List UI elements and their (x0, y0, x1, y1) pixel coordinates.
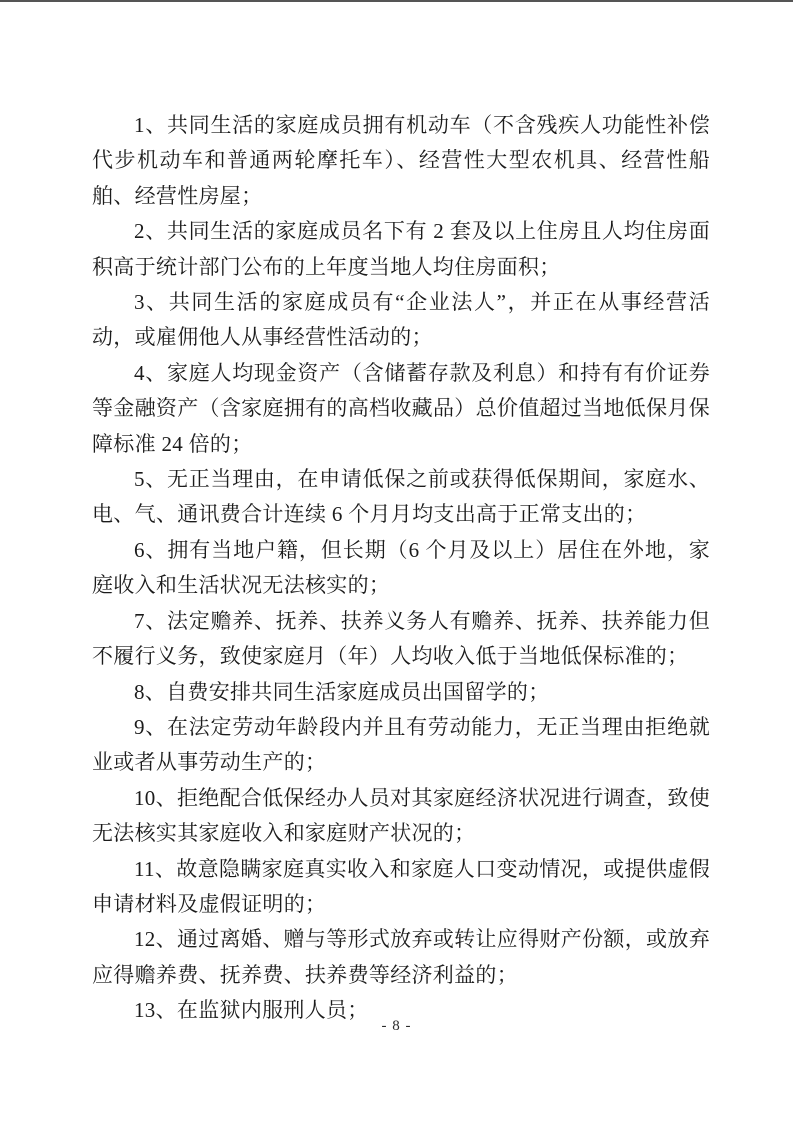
list-item-7: 7、法定赡养、抚养、扶养义务人有赡养、抚养、扶养能力但不履行义务，致使家庭月（年）人均收入低于当地低保标准的； (92, 608, 710, 669)
list-item-8: 8、自费安排共同生活家庭成员出国留学的； (134, 679, 550, 704)
list-item-10: 10、拒绝配合低保经办人员对其家庭经济状况进行调查，致使无法核实其家庭收入和家庭财产状况的； (92, 785, 710, 846)
document-body (92, 108, 710, 1029)
page-number: - 8 - (381, 1018, 412, 1034)
list-item-9: 9、在法定劳动年龄段内并且有劳动能力，无正当理由拒绝就业或者从事劳动生产的； (92, 714, 710, 775)
list-item-2: 2、共同生活的家庭成员名下有 2 套及以上住房且人均住房面积高于统计部门公布的上年度当地人均住房面积； (92, 219, 710, 279)
list-item-4: 4、家庭人均现金资产（含储蓄存款及利息）和持有有价证券等金融资产（含家庭拥有的高档收藏品）总价值超过当地低保月保障标准 24 倍的； (92, 360, 710, 456)
list-item-5: 5、无正当理由，在申请低保之前或获得低保期间，家庭水、电、气、通讯费合计连续 6 个月月均支出高于正常支出的； (92, 467, 710, 527)
list-item-6: 6、拥有当地户籍，但长期（6 个月及以上）居住在外地，家庭收入和生活状况无法核实的； (92, 537, 710, 598)
list-item-1: 1、共同生活的家庭成员拥有机动车（不含残疾人功能性补偿代步机动车和普通两轮摩托车）、经营性大型农机具、经营性船舶、经营性房屋； (92, 113, 710, 208)
list-item-11: 11、故意隐瞒家庭真实收入和家庭人口变动情况，或提供虚假申请材料及虚假证明的； (92, 856, 710, 916)
list-item-13: 13、在监狱内服刑人员； (134, 998, 369, 1023)
list-item-3: 3、共同生活的家庭成员有“企业法人”，并正在从事经营活动，或雇佣他人从事经营性活动的； (92, 290, 710, 350)
scan-artifact-line (0, 0, 793, 2)
list-item-12: 12、通过离婚、赠与等形式放弃或转让应得财产份额，或放弃应得赡养费、抚养费、扶养费等经济利益的； (92, 927, 710, 987)
